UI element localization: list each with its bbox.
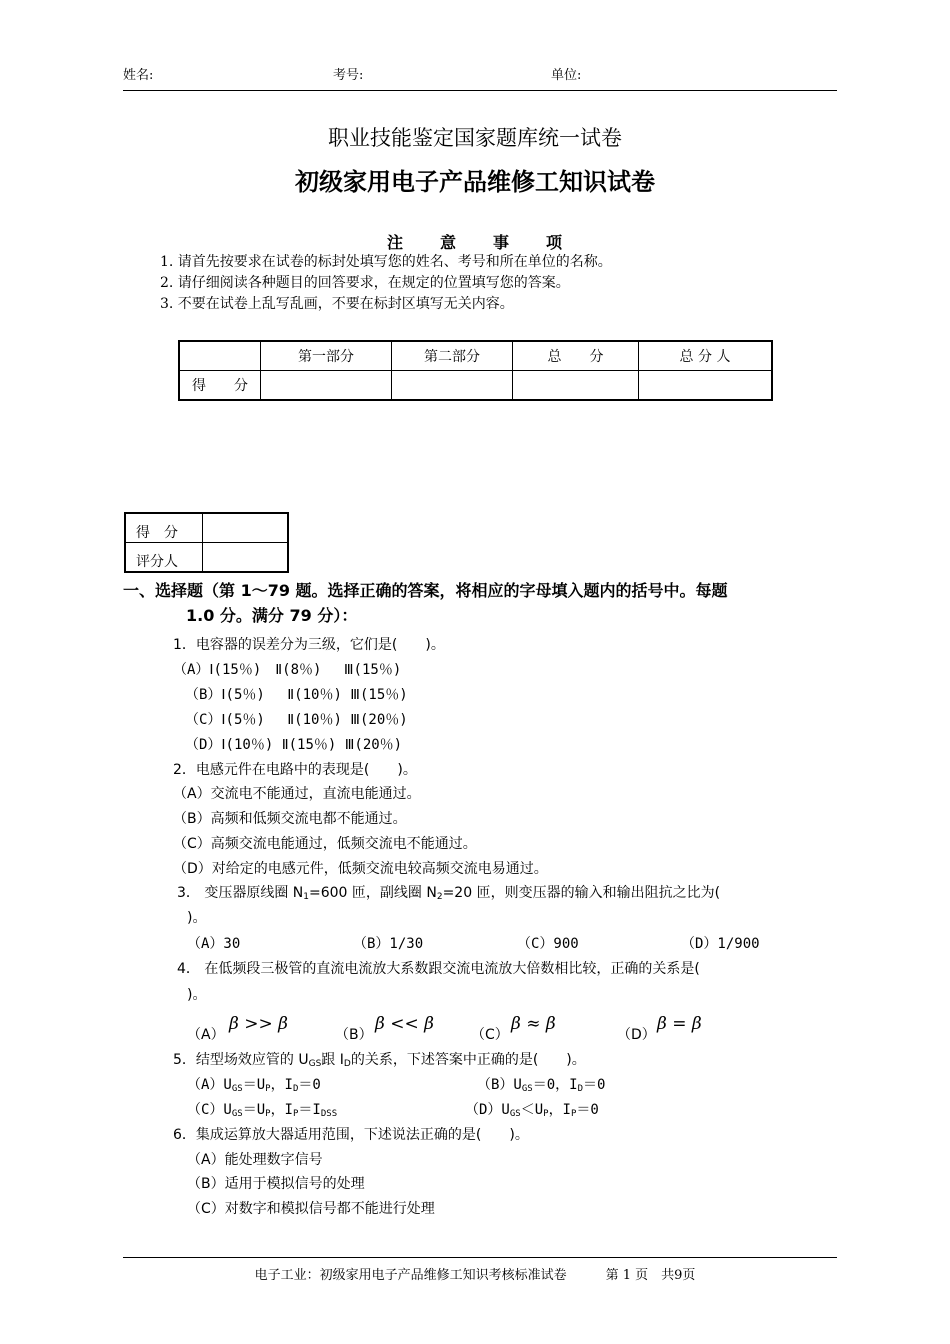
q4-option-b: （B） xyxy=(335,1027,373,1043)
score-cell-scorer[interactable] xyxy=(639,371,773,401)
q2-option-a: （A）交流电不能通过，直流电能通过。 xyxy=(173,786,421,802)
notice-heading-char: 意 xyxy=(439,233,457,252)
notice-heading-char: 注 xyxy=(386,233,404,252)
footer-total-pages: 共9页 xyxy=(661,1268,696,1283)
question-2: 2．电感元件在电路中的表现是( )。 xyxy=(173,762,417,778)
q4-option-a: （A） xyxy=(187,1027,225,1043)
section-score-box xyxy=(124,512,289,573)
q6-option-a: （A）能处理数字信号 xyxy=(187,1152,323,1168)
q3-subscript: 2 xyxy=(436,892,443,902)
q4-formula-a: β >> β xyxy=(229,1014,288,1034)
score-header-total: 总 分 xyxy=(513,341,639,371)
q3-option-d: （D）1/900 xyxy=(681,936,760,952)
score-table xyxy=(178,340,773,401)
q5-option-b: $(B)U_{GS}=0$，$I_D=0$ xyxy=(477,1077,606,1094)
q2-option-b: （B）高频和低频交流电都不能通过。 xyxy=(173,811,407,827)
q4-formula-b: β << β xyxy=(375,1014,434,1034)
q2-option-d: （D）对给定的电感元件，低频交流电较高频交流电易通过。 xyxy=(173,861,548,877)
q4-option-d-formula xyxy=(657,1014,702,1034)
notice-heading-char: 事 xyxy=(493,233,511,252)
q4-formula-d: β = β xyxy=(657,1014,702,1034)
question-3-end: )。 xyxy=(187,910,207,926)
footer xyxy=(0,1264,950,1283)
header-rule xyxy=(123,90,837,91)
q1-option-d: （D）Ⅰ(10％) Ⅱ(15％) Ⅲ(20％) xyxy=(185,737,403,753)
q5-option-c: $(C)U_{GS}=U_P$，$I_P=I_{DSS}$ xyxy=(187,1102,338,1119)
q6-option-b: （B）适用于模拟信号的处理 xyxy=(187,1176,365,1192)
section-scorer-label: 评分人 xyxy=(125,543,203,573)
q4-option-c-formula xyxy=(511,1014,556,1034)
q1-option-a: （A）Ⅰ(15％) Ⅱ(8％) Ⅲ(15％) xyxy=(173,662,402,678)
q4-option-c: （C） xyxy=(471,1027,509,1043)
score-header-part1: 第一部分 xyxy=(261,341,392,371)
question-1: 1．电容器的误差分为三级，它们是( )。 xyxy=(173,637,445,653)
score-header-part2: 第二部分 xyxy=(392,341,513,371)
score-cell-total[interactable] xyxy=(513,371,639,401)
notice-item-3: 3. 不要在试卷上乱写乱画，不要在标封区填写无关内容。 xyxy=(160,296,514,312)
q3-text: =20 匝，则变压器的输入和输出阻抗之比为( xyxy=(442,885,721,901)
notice-item-2: 2. 请仔细阅读各种题目的回答要求，在规定的位置填写您的答案。 xyxy=(160,275,570,291)
q4-formula-c: β ≈ β xyxy=(511,1014,556,1034)
q3-option-c: （C）900 xyxy=(517,936,579,952)
exam-title: 初级家用电子产品维修工知识试卷 xyxy=(295,168,655,196)
q4-option-b-formula xyxy=(375,1014,434,1034)
unit-label: 单位: xyxy=(551,68,582,83)
section-1-title xyxy=(123,578,839,628)
q1-option-c: （C）Ⅰ(5％) Ⅱ(10％) Ⅲ(20％) xyxy=(185,712,408,728)
q3-subscript: 1 xyxy=(303,892,310,902)
footer-text: 电子工业：初级家用电子产品维修工知识考核标准试卷 xyxy=(254,1268,567,1283)
score-table-corner xyxy=(179,341,261,371)
q3-option-a: （A）30 xyxy=(187,936,241,952)
q5-text: 5．结型场效应管的 U xyxy=(173,1052,309,1068)
q3-text: =600 匝，副线圈 N xyxy=(309,885,437,901)
section-score-cell[interactable] xyxy=(203,513,289,543)
notice-heading xyxy=(0,230,950,253)
footer-rule xyxy=(123,1257,837,1258)
score-header-scorer: 总 分 人 xyxy=(639,341,773,371)
section-1-title-line1: 一、选择题（第 1～79 题。选择正确的答案，将相应的字母填入题内的括号中。每题 xyxy=(123,581,728,600)
q5-text: 的关系，下述答案中正确的是( )。 xyxy=(350,1052,586,1068)
q3-text: 3． 变压器原线圈 N xyxy=(177,885,304,901)
q4-option-d: （D） xyxy=(617,1027,656,1043)
score-cell-part1[interactable] xyxy=(261,371,392,401)
q5-option-a: $(A)U_{GS}=U_P$，$I_D=0$ xyxy=(187,1077,321,1094)
score-cell-part2[interactable] xyxy=(392,371,513,401)
exam-no-label: 考号: xyxy=(333,68,364,83)
q3-option-b: （B）1/30 xyxy=(353,936,424,952)
name-label: 姓名: xyxy=(123,68,154,83)
score-row-label: 得 分 xyxy=(179,371,261,401)
q5-subscript: D xyxy=(343,1059,351,1069)
section-1-title-line2: 1.0 分。满分 79 分）： xyxy=(186,606,358,625)
q6-option-c: （C）对数字和模拟信号都不能进行处理 xyxy=(187,1201,435,1217)
q4-option-a-formula xyxy=(229,1014,288,1034)
exam-series-title: 职业技能鉴定国家题库统一试卷 xyxy=(328,126,622,150)
notice-heading-char: 项 xyxy=(546,233,564,252)
notice-item-1: 1. 请首先按要求在试卷的标封处填写您的姓名、考号和所在单位的名称。 xyxy=(160,254,612,270)
question-5 xyxy=(173,1049,586,1069)
section-scorer-cell[interactable] xyxy=(203,543,289,573)
question-4: 4． 在低频段三极管的直流电流放大系数跟交流电流放大倍数相比较，正确的关系是( xyxy=(177,961,700,977)
q5-subscript: GS xyxy=(308,1059,322,1069)
footer-page-number: 第 1 页 xyxy=(605,1268,649,1283)
q5-text: 跟 I xyxy=(321,1052,344,1068)
question-3 xyxy=(177,882,720,902)
question-4-end: )。 xyxy=(187,987,207,1003)
q1-option-b: （B）Ⅰ(5％) Ⅱ(10％) Ⅲ(15％) xyxy=(185,687,408,703)
question-6: 6．集成运算放大器适用范围，下述说法正确的是( )。 xyxy=(173,1127,529,1143)
q5-option-d: $(D)U_{GS}<U_P$，$I_P=0$ xyxy=(465,1102,599,1119)
section-score-label: 得 分 xyxy=(125,513,203,543)
q2-option-c: （C）高频交流电能通过，低频交流电不能通过。 xyxy=(173,836,477,852)
